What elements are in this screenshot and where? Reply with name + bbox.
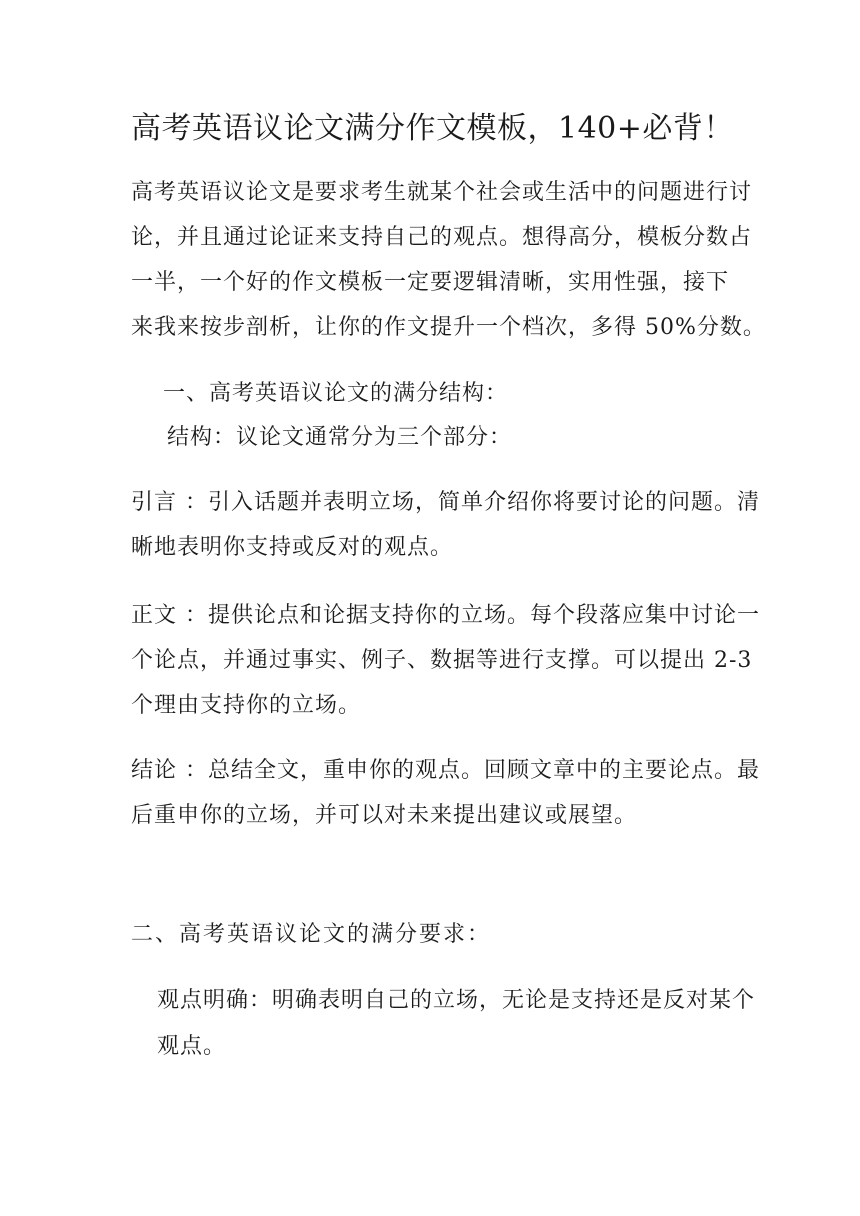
body-part-paragraph <box>131 593 760 728</box>
section2-heading: 二、高考英语议论文的满分要求： <box>131 922 492 947</box>
paragraph-line: 个论点，并通过事实、例子、数据等进行支撑。可以提出 2-3 <box>131 648 753 673</box>
document-title: 高考英语议论文满分作文模板，140+必背！ <box>131 111 734 146</box>
paragraph-line: 个理由支持你的立场。 <box>131 693 362 718</box>
conclusion-part-paragraph <box>131 748 760 838</box>
intro-paragraph <box>131 170 766 350</box>
intro-line: 一半，一个好的作文模板一定要逻辑清晰，实用性强，接下 <box>131 270 730 295</box>
intro-line: 高考英语议论文是要求考生就某个社会或生活中的问题进行讨 <box>131 180 753 205</box>
paragraph-line: 引言 ：引入话题并表明立场，简单介绍你将要讨论的问题。清 <box>131 490 760 515</box>
paragraph-line: 后重申你的立场，并可以对未来提出建议或展望。 <box>131 803 638 828</box>
paragraph-line: 观点。 <box>157 1034 227 1059</box>
paragraph-line: 正文 ：提供论点和论据支持你的立场。每个段落应集中讨论一 <box>131 603 760 628</box>
paragraph-line: 晰地表明你支持或反对的观点。 <box>131 535 454 560</box>
paragraph-line: 结论 ：总结全文，重申你的观点。回顾文章中的主要论点。最 <box>131 758 760 783</box>
section1-heading: 一、高考英语议论文的满分结构： <box>163 381 509 406</box>
introduction-part-paragraph <box>131 480 760 570</box>
clear-viewpoint-paragraph <box>157 978 756 1070</box>
structure-intro-line: 结构：议论文通常分为三个部分： <box>167 425 513 450</box>
paragraph-line: 观点明确：明确表明自己的立场，无论是支持还是反对某个 <box>157 988 756 1013</box>
intro-line: 论，并且通过论证来支持自己的观点。想得高分，模板分数占 <box>131 225 753 250</box>
intro-line: 来我来按步剖析，让你的作文提升一个档次，多得 50%分数。 <box>131 315 766 340</box>
